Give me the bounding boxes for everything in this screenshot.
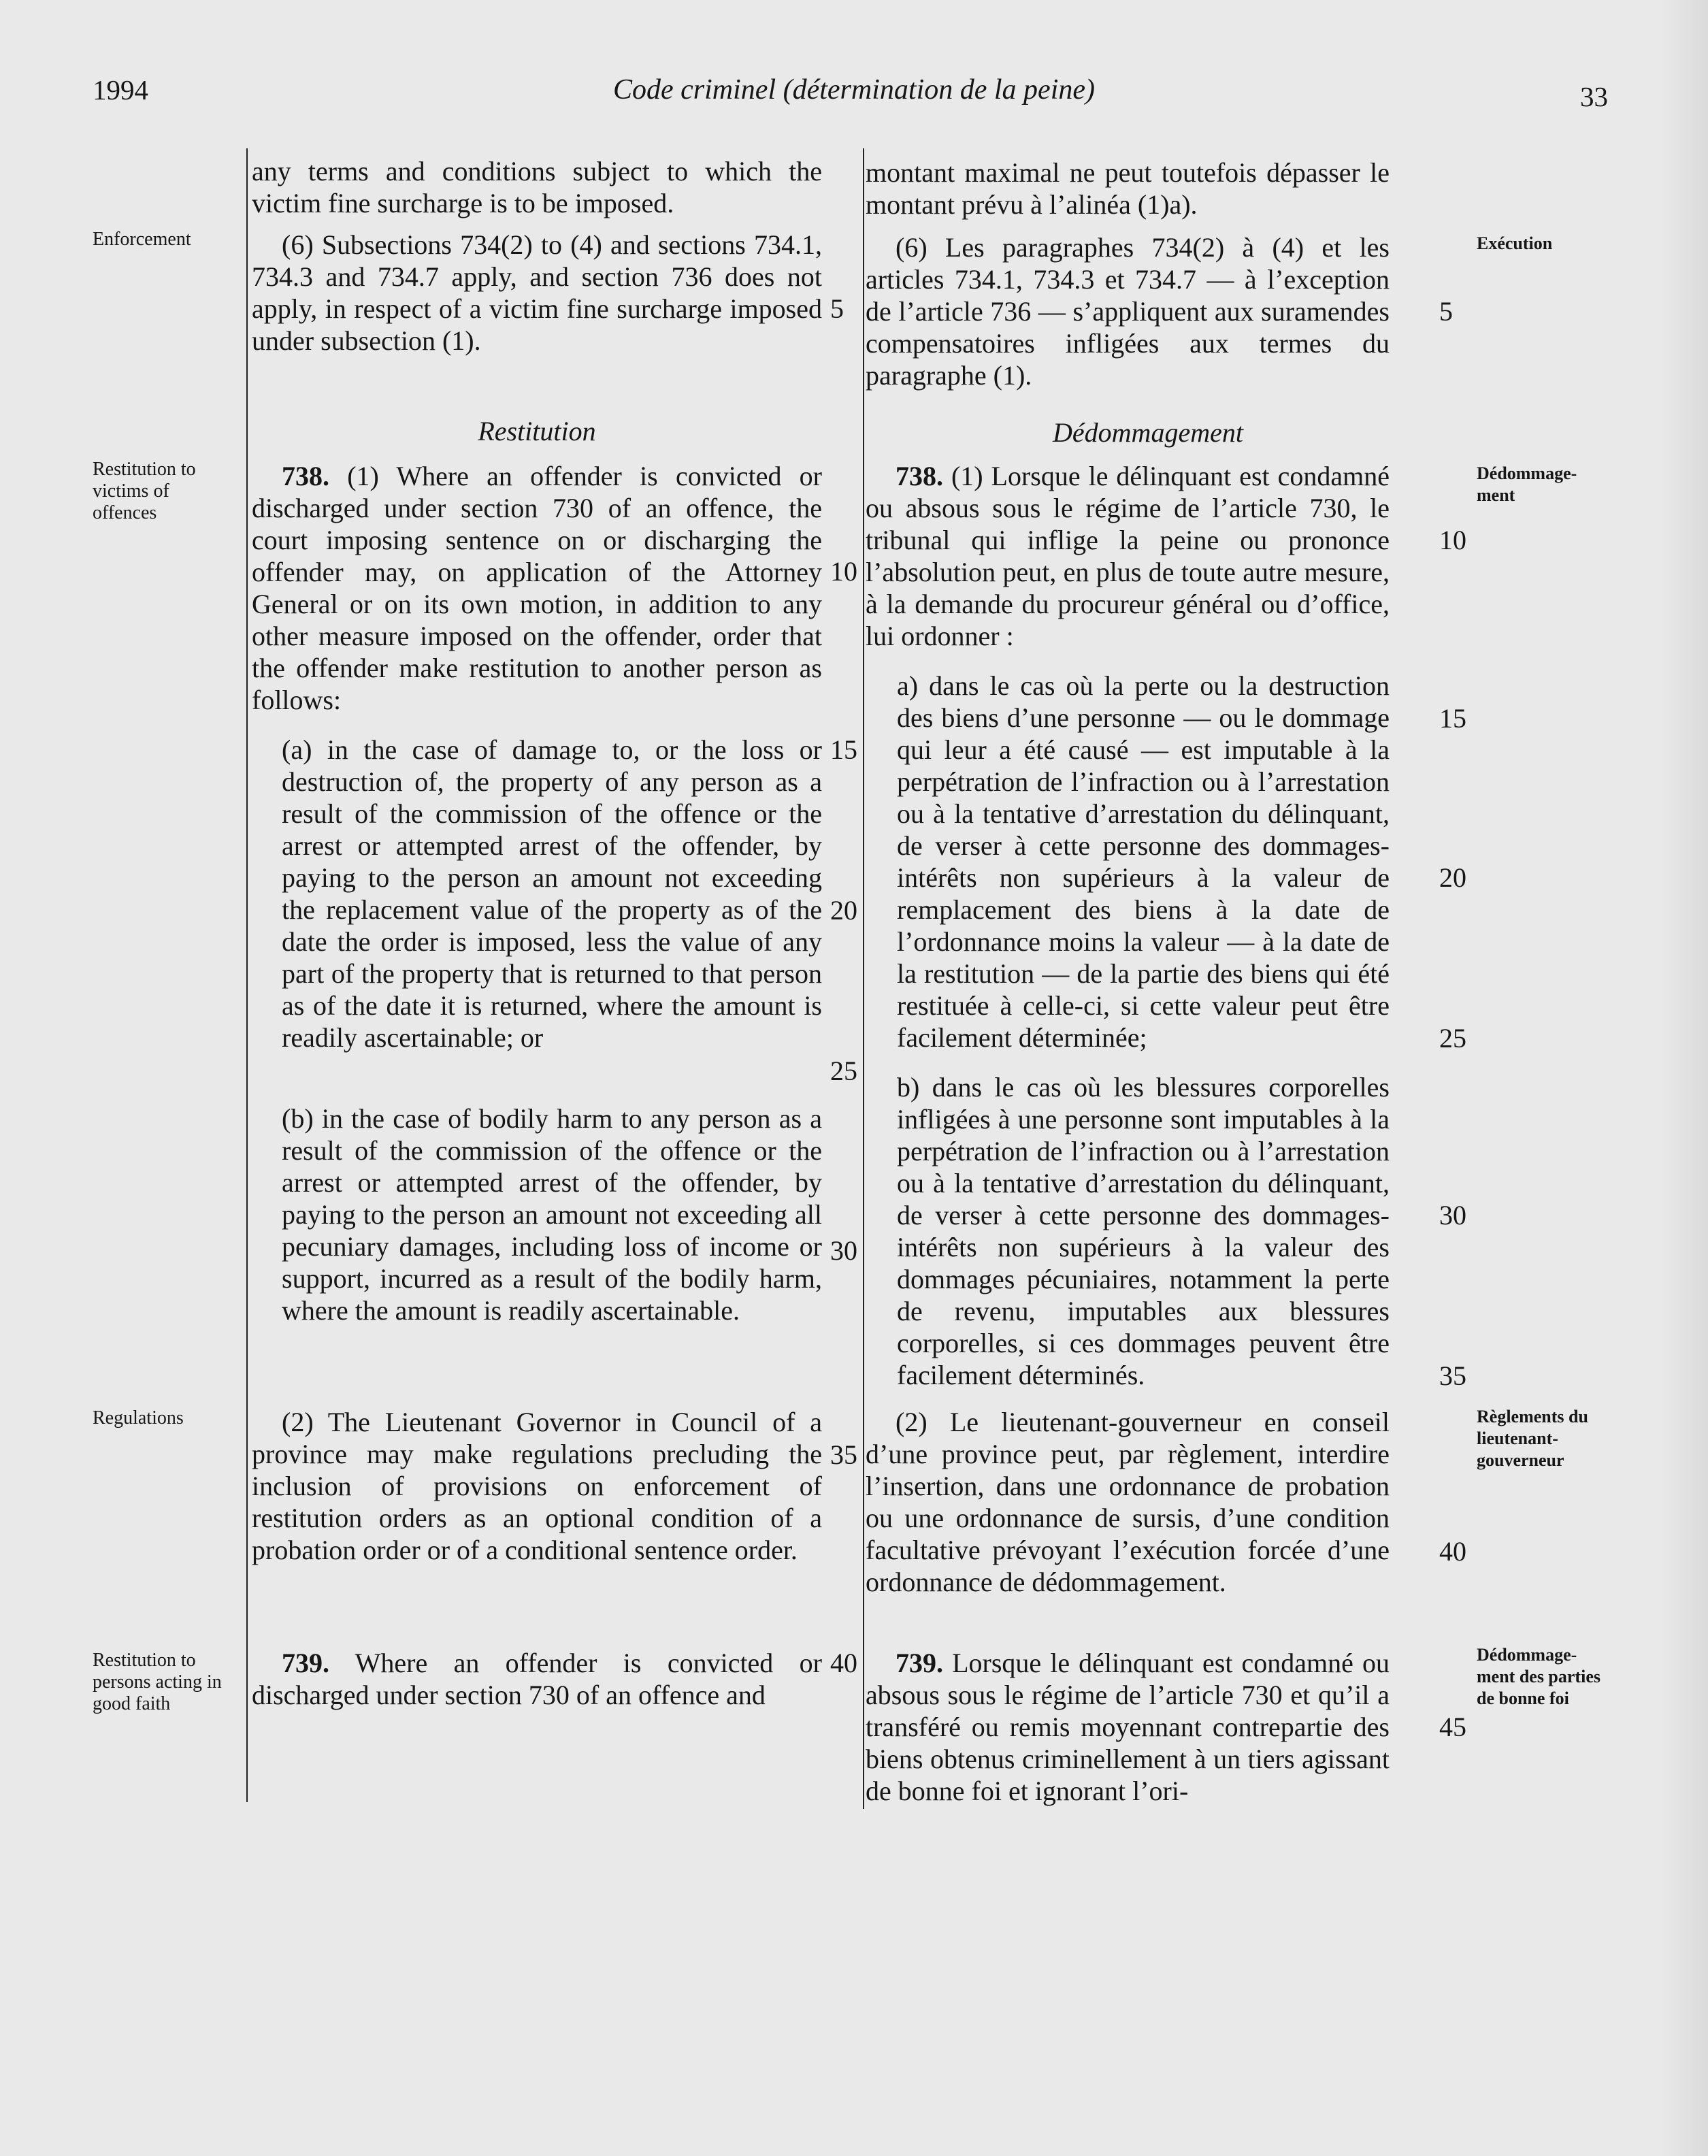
en-section-738-1 (252, 460, 822, 716)
en-line-number: 20 (830, 895, 857, 926)
fr-paragraph-execution: (6) Les paragraphes 734(2) à (4) et les articles 734.1, 734.3 et 734.7 — à l’exception de l’article 736 — s’appliquent aux suramendes compensatoires infligées aux termes du paragraphe (1). (866, 232, 1390, 391)
fr-line-number: 25 (1439, 1023, 1466, 1054)
fr-line-number: 5 (1439, 296, 1453, 327)
margin-note-restitution-good-faith: Restitution to persons acting in good faith (93, 1650, 222, 1714)
en-section-738-number: 738. (282, 461, 329, 491)
fr-section-739 (866, 1647, 1390, 1807)
fr-paragraph-continued: montant maximal ne peut toutefois dépasser le montant prévu à l’alinéa (1)a). (866, 157, 1390, 220)
margin-note-execution: Exécution (1477, 233, 1553, 253)
fr-section-738-1-text: (1) Lorsque le délinquant est condamné ou absous sous le régime de l’article 730, le tribunal qui inflige la peine ou prononce l’absolution peut, en plus de toute autre mesure, à la demande du procureur général ou d’office, lui ordonner : (866, 461, 1390, 651)
en-section-739-number: 739. (282, 1648, 329, 1678)
fr-section-738-b: b) dans le cas où les blessures corporelles infligées à une personne sont imputables à la perpétration de l’infraction ou à l’arrestation ou à la tentative d’arrestation du délinquant, de verser à cette personne des dommages-intérêts non supérieurs à la valeur des dommages pécuniaires, notamment la perte de revenu, imputables aux blessures corporelles, si ces dommages peuvent être facilement déterminés. (897, 1072, 1390, 1390)
fr-section-738-number: 738. (896, 461, 943, 491)
fr-line-number: 45 (1439, 1712, 1466, 1742)
en-section-738-2: (2) The Lieutenant Governor in Council of a province may make regulations precluding the inclusion of provisions on enforcement of restitution orders as an optional condition of a probation order or of a conditional sentence order. (252, 1407, 822, 1565)
en-section-738-1-text: (1) Where an offender is convicted or discharged under section 730 of an offence, the court imposing sentence on or discharging the offender may, on application of the Attorney General or on its own motion, in addition to any other measure imposed on the offender, order that the offender make restitution to another person as follows: (252, 461, 822, 715)
margin-note-enforcement: Enforcement (93, 229, 191, 250)
en-section-739 (252, 1647, 822, 1711)
fr-section-738-2: (2) Le lieutenant-gouverneur en conseil d’une province peut, par règlement, interdire l’insertion, dans une ordonnance de probation ou une ordonnance de sursis, d’une condition facultative prévoyant l’exécution forcée d’une ordonnance de dédommagement. (866, 1407, 1390, 1597)
en-line-number: 30 (830, 1235, 857, 1266)
fr-heading-dedommagement: Dédommagement (1053, 417, 1243, 448)
margin-note-restitution-victims: Restitution to victims of offences (93, 459, 196, 523)
fr-section-739-number: 739. (896, 1648, 943, 1678)
fr-line-number: 15 (1439, 703, 1466, 734)
fr-section-738-1 (866, 460, 1390, 652)
en-line-number: 10 (830, 556, 857, 587)
fr-line-number: 30 (1439, 1200, 1466, 1230)
fr-line-number: 10 (1439, 525, 1466, 555)
header-title: Code criminel (détermination de la peine) (613, 74, 1095, 105)
en-section-739-text: Where an offender is convicted or discharged under section 730 of an offence and (252, 1648, 822, 1710)
margin-note-dedommagement-bonne-foi: Dédommage-ment des parties de bonne foi (1477, 1645, 1600, 1708)
en-heading-restitution: Restitution (478, 416, 596, 446)
margin-note-regulations: Regulations (93, 1407, 184, 1428)
en-line-number: 35 (830, 1439, 857, 1470)
en-section-738-b: (b) in the case of bodily harm to any person as a result of the commission of the offence or the arrest or attempted arrest of the offender, by paying to the person an amount not exceeding all pecuniary damages, including loss of income or support, incurred as a result of the bodily harm, where the amount is readily ascertainable. (282, 1103, 822, 1326)
header-year: 1994 (93, 74, 148, 105)
fr-line-number: 20 (1439, 862, 1466, 893)
en-line-number: 5 (830, 293, 844, 324)
en-paragraph-enforcement: (6) Subsections 734(2) to (4) and sections 734.1, 734.3 and 734.7 apply, and section 736 does not apply, in respect of a victim fine surcharge imposed under subsection (1). (252, 229, 822, 356)
page-edge-shadow (1660, 0, 1708, 2156)
en-section-738-a: (a) in the case of damage to, or the loss or destruction of, the property of any person as a result of the commission of the offence or the arrest or attempted arrest of the offender, by paying to the person an amount not exceeding the replacement value of the property as of the date the order is imposed, less the value of any part of the property that is returned to that person as of the date it is returned, where the amount is readily ascertainable; or (282, 734, 822, 1053)
page-number: 33 (1580, 81, 1608, 112)
column-rule-left (246, 148, 248, 1802)
en-line-number: 40 (830, 1648, 857, 1678)
fr-section-739-text: Lorsque le délinquant est condamné ou absous sous le régime de l’article 730 et qu’il a transféré ou remis moyennant contrepartie des biens obtenus criminellement à un tiers agissant de bonne foi et ignorant l’ori- (866, 1648, 1390, 1806)
en-line-number: 15 (830, 734, 857, 765)
margin-note-reglements: Règlements du lieutenant-gouverneur (1477, 1407, 1588, 1470)
fr-line-number: 40 (1439, 1536, 1466, 1567)
column-rule-center (863, 148, 864, 1809)
fr-section-738-a: a) dans le cas où la perte ou la destruction des biens d’une personne — ou le dommage qui leur a été causé — est imputable à la perpétration de l’infraction ou à l’arrestation ou à la tentative d’arrestation du délinquant, de verser à cette personne des dommages-intérêts non supérieurs à la valeur de remplacement des biens à la date de l’ordonnance moins la valeur — à la date de la restitution — de la partie des biens qui été restituée à celle-ci, si cette valeur peut être facilement déterminée; (897, 670, 1390, 1053)
en-paragraph-continued: any terms and conditions subject to which the victim fine surcharge is to be imposed. (252, 156, 822, 218)
en-line-number: 25 (830, 1056, 857, 1086)
fr-line-number: 35 (1439, 1360, 1466, 1391)
margin-note-dedommagement: Dédommage-ment (1477, 463, 1577, 505)
